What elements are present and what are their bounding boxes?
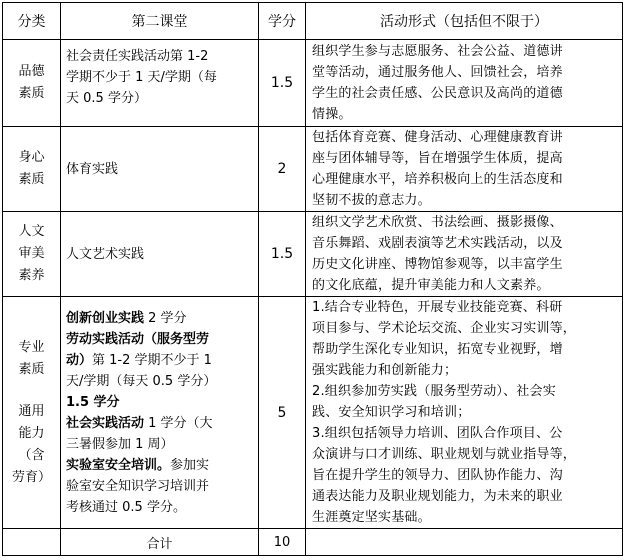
course-detail-text: 验室安全知识学习培训并 [66, 478, 210, 494]
activity-line: 座与团体辅导等，旨在增强学生体质，提高 [312, 151, 563, 166]
activity-line: 学生的社会责任感、公民意识及高尚的道德 [312, 86, 563, 101]
activity-line: 3.组织包括领导力培训、团队合作项目、公 [312, 426, 563, 441]
category-cell [3, 297, 61, 529]
table-container [2, 2, 623, 556]
course-credit-text: 2 学分 [144, 310, 187, 326]
header-activity-forms: 活动形式（包括但不限于） [306, 3, 623, 40]
course-line [66, 413, 254, 434]
total-empty-cell [3, 529, 61, 556]
category-line: 人文 [18, 224, 45, 239]
course-cell [61, 297, 259, 529]
course-detail-text: 三暑假参加 1 周） [66, 436, 174, 452]
activity-line: 的文化底蕴，提升审美能力和人文素养。 [312, 278, 550, 293]
category-cell [3, 127, 61, 212]
course-name-innovation: 创新创业实践 [66, 310, 145, 326]
activity-cell [306, 40, 623, 127]
activity-line: 情操。 [312, 107, 352, 122]
course-name-social: 社会实践活动 [66, 415, 145, 431]
activity-line: 组织文学艺术欣赏、书法绘画、摄影摄像、 [312, 215, 563, 230]
category-line: 劳育） [11, 469, 51, 485]
header-row [3, 3, 623, 40]
activity-line: 强实践能力和创新能力； [312, 363, 458, 378]
course-line [66, 455, 254, 476]
category-line: 身心 [18, 150, 45, 165]
table-row-total [3, 529, 623, 556]
activity-line: 生涯奠定坚实基础。 [312, 510, 431, 525]
header-credits: 学分 [259, 3, 306, 40]
course-name-labor: 劳动实践活动（服务型劳 [66, 331, 210, 347]
course-name-lab-safety: 实验室安全培训。 [66, 457, 171, 473]
category-line: 素养 [18, 268, 45, 283]
category-line: 素质 [18, 361, 45, 377]
course-line: 人文艺术实践 [66, 246, 145, 262]
credits-cell: 5 [259, 297, 306, 529]
activity-line: 音乐舞蹈、戏剧表演等艺术实践活动，以及 [312, 236, 563, 251]
table-row-physical-mental [3, 127, 623, 212]
activity-line: 历史文化讲座、博物馆参观等，以丰富学生 [312, 257, 563, 272]
header-category: 分类 [3, 3, 61, 40]
total-empty-cell [306, 529, 623, 556]
category-cell [3, 212, 61, 297]
activity-cell [306, 212, 623, 297]
category-line: 品德 [18, 64, 45, 79]
course-credit-text: 1 学分（大 [144, 415, 213, 431]
course-cell [61, 40, 259, 127]
activity-cell [306, 297, 623, 529]
course-line: 天 0.5 学分） [66, 91, 147, 106]
course-cell [61, 127, 259, 212]
activity-line: 2.组织参加劳实践（服务型劳动）、社会实 [312, 384, 556, 399]
category-line: 素质 [18, 172, 45, 187]
course-detail-text: 天/学期（每天 0.5 学分） [66, 373, 217, 389]
category-line: 通用 [18, 403, 45, 419]
table-row-professional [3, 297, 623, 529]
category-line: （含 [18, 447, 45, 463]
table-row-moral [3, 40, 623, 127]
category-spacer [3, 381, 60, 401]
course-detail-text: 考核通过 0.5 学分。 [66, 499, 186, 515]
activity-line: 众演讲与口才训练、职业规划与就业指导等， [312, 447, 577, 462]
course-line: 社会责任实践活动第 1-2 [66, 49, 209, 64]
course-detail-text: 参加实 [170, 457, 210, 473]
credits-cell: 2 [259, 127, 306, 212]
activity-line: 践、安全知识学习和培训； [312, 405, 471, 420]
course-credit-text: 1.5 学分 [66, 394, 120, 410]
course-line [66, 308, 254, 329]
header-second-classroom: 第二课堂 [61, 3, 259, 40]
activity-line: 心理健康水平，培养积极向上的生活态度和 [312, 172, 563, 187]
activity-line: 通表达能力及职业规划能力，为未来的职业 [312, 489, 563, 504]
course-line: 体育实践 [66, 161, 119, 177]
activity-line: 组织学生参与志愿服务、社会公益、道德讲 [312, 44, 563, 59]
activity-line: 坚韧不拔的意志力。 [312, 193, 431, 208]
activity-line: 堂等活动，通过服务他人、回馈社会，培养 [312, 65, 563, 80]
course-line: 学期不少于 1 天/学期（每 [66, 70, 217, 85]
table-row-humanities [3, 212, 623, 297]
activity-line: 旨在提升学生的领导力、团队协作能力、沟 [312, 468, 563, 483]
activity-line: 包括体育竞赛、健身活动、心理健康教育讲 [312, 130, 563, 145]
category-line: 专业 [18, 339, 45, 355]
second-classroom-credit-table [2, 2, 623, 556]
activity-cell [306, 127, 623, 212]
activity-line: 1.结合专业特色，开展专业技能竞赛、科研 [312, 300, 563, 315]
course-cell [61, 212, 259, 297]
credits-cell: 1.5 [259, 212, 306, 297]
category-line: 素质 [18, 86, 45, 101]
total-credits: 10 [259, 529, 306, 556]
total-label: 合计 [61, 529, 259, 556]
category-line: 审美 [18, 246, 45, 261]
category-line: 能力 [18, 425, 45, 441]
course-line [66, 350, 254, 371]
course-detail-text: 第 1-2 学期不少于 1 [92, 352, 212, 368]
course-name-labor-cont: 动） [66, 352, 93, 368]
activity-line: 帮助学生深化专业知识，拓宽专业视野，增 [312, 342, 563, 357]
category-cell [3, 40, 61, 127]
activity-line: 项目参与、学术论坛交流、企业实习实训等， [312, 321, 577, 336]
credits-cell: 1.5 [259, 40, 306, 127]
